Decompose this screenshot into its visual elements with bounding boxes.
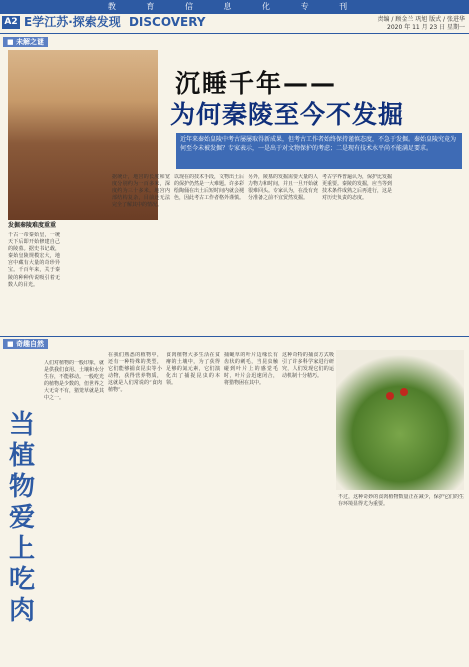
section-divider — [0, 336, 469, 337]
berry-icon — [386, 392, 394, 400]
masthead-band: 教 育 信 息 化 专 刊 — [0, 0, 469, 14]
top-column-3: 以现在的技术手段，文物出土后的保护仍然是一大难题。许多彩绘陶俑在出土后短时间内就会褪色，因此考古工作者格外谨慎。 — [174, 174, 244, 202]
top-tag-label: 未解之谜 — [16, 38, 45, 46]
tag-marker-icon: ■ — [7, 38, 14, 46]
bottom-column-5: 这种奇特的捕食方式吸引了许多科学家进行研究，人们发现它们的运动机制十分精巧。 — [282, 352, 334, 380]
headline-line-1: 沉睡千年—— — [175, 69, 338, 98]
top-section-tag — [3, 37, 48, 47]
bottom-column-6: 不过，这种奇妙的食肉植物数量正在减少，保护它们的生存环境显得尤为重要。 — [338, 494, 464, 508]
bottom-section-tag — [3, 339, 48, 349]
top-column-2: 据统计，地宫的长度和宽度分别约为一百多米，深度约为三十多米。地宫内部结构复杂，目前还无法完全了解其中的情况。 — [112, 174, 170, 209]
lead-paragraph: 近年来秦始皇陵中考古屡屡取得新成果，但考古工作者始终保持谨慎态度，不急于发掘。秦始皇陵究竟为何至今未被发掘？专家表示，一是出于对文物保护的考虑；二是现有技术水平尚不能满足要求。 — [176, 133, 462, 169]
bottom-column-3: 食肉植物大多生活在贫瘠的土壤中，为了获得足够的氮元素，它们演化出了捕捉昆虫的本领。 — [166, 352, 220, 387]
issue-date: 2020 年 11 月 23 日 星期一 — [387, 24, 465, 31]
bottom-column-1: 人们对植物的一般印象，就是供我们食用、土壤和水分生存，不能移动。一般吃光的植物是少数的，但世界之大无奇不有，猪笼草就是其中之一。 — [44, 360, 104, 402]
section-title-cn: E学江苏·探索发现 — [24, 15, 121, 29]
editors: 责编 / 顾金兰 巩旭 版式 / 张进华 — [377, 16, 465, 23]
tag-marker-icon: ■ — [7, 340, 14, 348]
carnivorous-plant-image — [336, 350, 464, 490]
portrait-caption: 发掘秦陵难度重重 — [8, 222, 57, 229]
page-number: A2 — [2, 16, 20, 29]
bottom-tag-label: 奇趣自然 — [16, 340, 45, 348]
header-rule — [0, 33, 469, 34]
edition-meta — [378, 16, 466, 32]
section-title — [24, 15, 205, 30]
vertical-headline: 当植物爱上吃肉 — [8, 410, 35, 626]
berry-icon — [400, 388, 408, 396]
bottom-column-2: 在我们熟悉的植物中，还有一种特殊的类型，它们能够捕食昆虫等小动物，获得营养物质，这就是人们常说的“食肉植物”。 — [108, 352, 162, 394]
section-title-en: DISCOVERY — [128, 15, 206, 29]
headline-line-2: 为何秦陵至今不发掘 — [170, 100, 405, 129]
top-column-1: 千古一帝秦始皇，一统天下后即开始修建自己的陵墓。据史书记载，秦始皇陵规模宏大，地宫中藏有大量的奇珍异宝。千百年来，关于秦陵的种种传说吸引着无数人的目光。 — [8, 232, 60, 288]
top-column-4: 另外，陵墓的发掘需要大量的人力物力和时间，并且一旦开始就很难回头。专家认为，在没有充分准备之前不宜贸然发掘。 — [248, 174, 318, 202]
top-column-5: 考古学界普遍认为，保护比发掘更重要。秦陵的发掘，应当等到技术条件成熟之后再进行，这是对历史负责的态度。 — [322, 174, 392, 202]
bottom-column-4: 捕蝇草的叶片边缘长有齿状的刺毛，当昆虫触碰到叶片上的感觉毛时，叶片会迅速闭合，将猎物困在其中。 — [224, 352, 278, 387]
